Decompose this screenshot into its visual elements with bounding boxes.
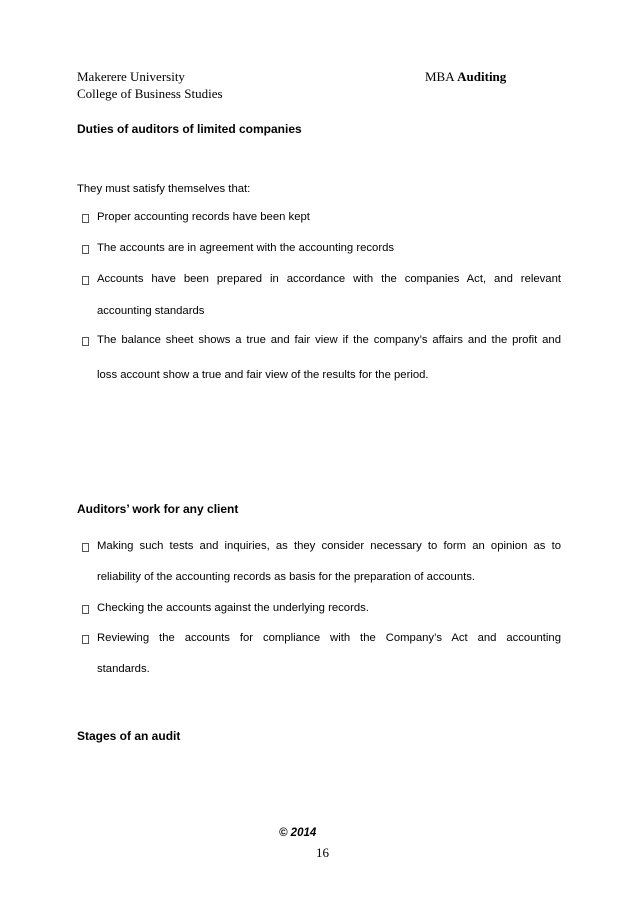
list-item-text: The accounts are in agreement with the accounting records (97, 242, 395, 254)
page-number: 16 (316, 845, 329, 860)
list-item-text-continued: loss account show a true and fair view of the results for the period. (97, 369, 429, 381)
list-item-text-continued: accounting standards (97, 305, 205, 317)
bullet-box-icon (82, 635, 89, 644)
bullet-box-icon (82, 245, 89, 254)
bullet-box-icon (82, 214, 89, 223)
copyright-notice: © 2014 (279, 827, 317, 839)
section-heading-auditors-work: Auditors’ work for any client (77, 502, 239, 516)
bullet-box-icon (82, 605, 89, 614)
list-item-text: Reviewing the accounts for compliance with the Company’s Act and accounting (97, 632, 561, 644)
list-item-text: The balance sheet shows a true and fair view if the company’s affairs and the profit and (97, 334, 561, 346)
list-item-text-continued: reliability of the accounting records as basis for the preparation of accounts. (97, 571, 476, 583)
list-item-text: Proper accounting records have been kept (97, 211, 310, 223)
list-item-text: Making such tests and inquiries, as they consider necessary to form an opinion as to (97, 540, 561, 552)
bullet-box-icon (82, 276, 89, 285)
bullet-box-icon (82, 543, 89, 552)
intro-text: They must satisfy themselves that: (77, 183, 251, 195)
list-item-text-continued: standards. (97, 663, 150, 675)
section-heading-stages: Stages of an audit (77, 729, 181, 743)
course-title (425, 69, 506, 85)
section-heading-duties: Duties of auditors of limited companies (77, 122, 302, 136)
course-name: Auditing (457, 69, 507, 84)
college-name: College of Business Studies (77, 86, 223, 101)
course-prefix: MBA (425, 69, 454, 84)
list-item-text: Accounts have been prepared in accordance with the companies Act, and relevant (97, 273, 561, 285)
bullet-box-icon (82, 337, 89, 346)
list-item-text: Checking the accounts against the underlying records. (97, 602, 369, 614)
university-name: Makerere University (77, 69, 185, 84)
